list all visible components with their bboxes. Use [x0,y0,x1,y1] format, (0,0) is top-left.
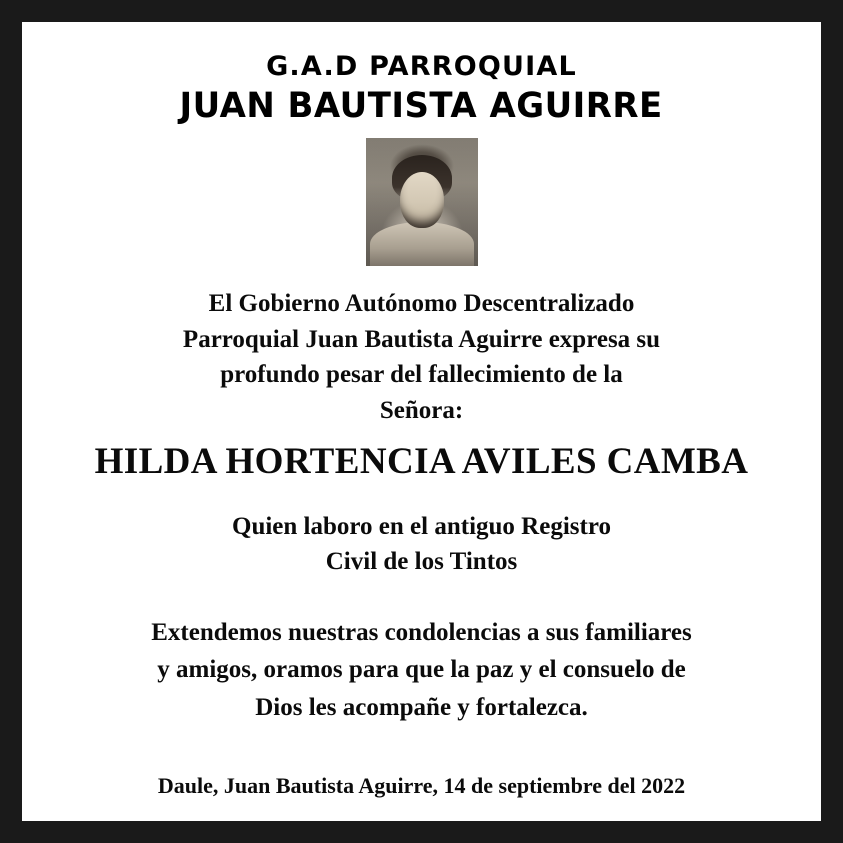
portrait-hair-shape [392,155,452,201]
intro-line-4: Señora: [379,396,464,424]
intro-line-2: Parroquial Juan Bautista Aguirre expresa su [182,325,661,353]
role-line-2: Civil de los Tintos [325,548,518,576]
intro-line-3: profundo pesar del fallecimiento de la [220,361,623,389]
intro-line-1: El Gobierno Autónomo Descentralizado [208,290,635,318]
portrait-photo [366,138,478,266]
organization-line-2: JUAN BAUTISTA AGUIRRE [179,85,664,126]
condolence-line-1: Extendemos nuestras condolencias a sus familiares [151,618,692,646]
organization-line-1: G.A.D PARROQUIAL [266,51,577,82]
role-paragraph [232,509,611,580]
deceased-name: HILDA HORTENCIA AVILES CAMBA [94,441,749,483]
portrait-body-shape [370,222,474,266]
condolence-line-2: y amigos, oramos para que la paz y el consuelo de [157,656,686,684]
poster-card [22,22,821,821]
signature-line: Daule, Juan Bautista Aguirre, 14 de septiembre del 2022 [157,773,686,799]
role-line-1: Quien laboro en el antiguo Registro [232,512,611,540]
condolence-line-3: Dios les acompañe y fortalezca. [255,693,588,721]
condolence-paragraph [151,614,692,727]
intro-paragraph [183,286,660,428]
portrait-image [366,138,478,266]
